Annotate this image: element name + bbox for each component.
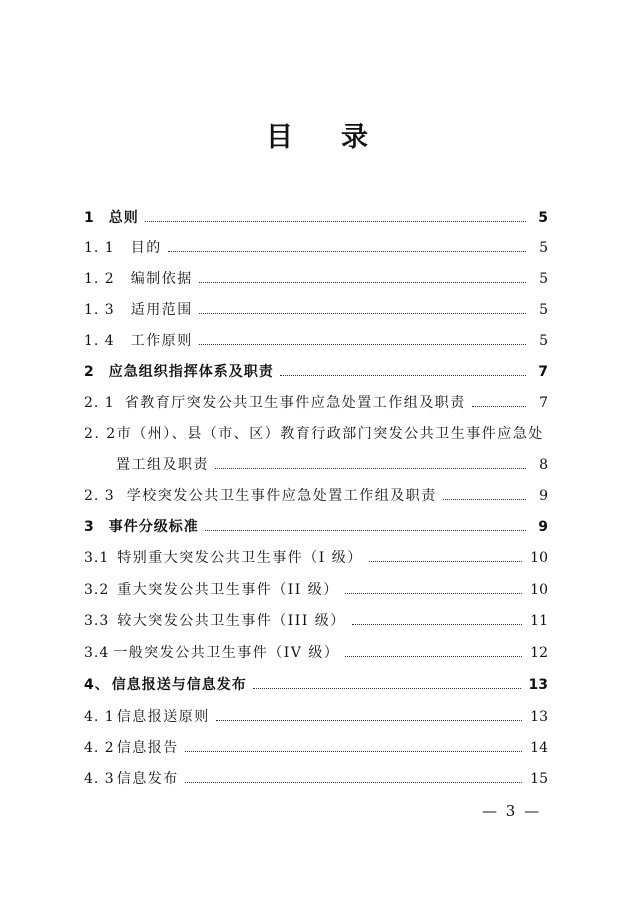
toc-page: 9 [539, 488, 548, 504]
toc-number: 2 [84, 364, 95, 380]
toc-entry[interactable] [84, 545, 548, 567]
toc-entry[interactable] [84, 483, 548, 505]
toc-page: 12 [530, 645, 548, 661]
toc-number: 1 [84, 210, 95, 226]
toc-number: 1. 1 [84, 240, 115, 256]
toc-leader [216, 720, 522, 721]
toc-label: 信息报告 [116, 740, 179, 756]
toc-page: 5 [539, 271, 548, 287]
toc-label: 信息报送与信息发布 [111, 677, 247, 693]
toc-entry[interactable] [84, 266, 548, 288]
toc-label: 总则 [108, 210, 139, 226]
toc-label-line-2: 置工组及职责 [116, 457, 209, 473]
toc-leader [145, 221, 526, 222]
toc-number: 4. 1 [84, 709, 115, 725]
toc-label: 信息报送原则 [116, 709, 210, 725]
page-title [0, 115, 636, 154]
toc-number: 4、 [84, 677, 110, 693]
toc-page: 14 [530, 740, 548, 756]
toc-number: 1. 2 [84, 271, 115, 287]
toc-entry[interactable] [84, 297, 548, 319]
toc-entry-continuation[interactable] [116, 452, 548, 474]
toc-label: 特别重大突发公共卫生事件（I 级） [117, 550, 363, 566]
toc-page: 5 [538, 210, 548, 226]
toc-page: 10 [530, 550, 548, 566]
toc-leader [185, 782, 522, 783]
toc-leader [472, 406, 526, 407]
page-number: — 3 — [482, 802, 542, 820]
toc-number: 3 [84, 519, 95, 535]
toc-leader [280, 375, 526, 376]
toc-entry[interactable] [84, 735, 548, 757]
toc-page: 9 [538, 519, 548, 535]
toc-leader [345, 656, 522, 657]
toc-leader [199, 313, 526, 314]
toc-number: 2. 3 [84, 488, 115, 504]
toc-page: 13 [530, 709, 548, 725]
toc-page: 5 [539, 302, 548, 318]
toc-number: 3.3 [84, 613, 110, 629]
toc-number: 1. 4 [84, 333, 115, 349]
toc-number: 2. 2 [84, 426, 117, 442]
toc-number: 4. 2 [84, 740, 115, 756]
toc-label: 学校突发公共卫生事件应急处置工作组及职责 [126, 488, 437, 504]
toc-entry[interactable] [84, 514, 548, 536]
toc-page: 5 [539, 333, 548, 349]
toc-page: 5 [539, 240, 548, 256]
toc-page: 11 [530, 613, 548, 629]
toc-leader [443, 499, 526, 500]
toc-label: 应急组织指挥体系及职责 [108, 364, 274, 380]
toc-label: 目的 [130, 240, 162, 256]
toc-page: 8 [539, 457, 548, 473]
toc-entry[interactable] [84, 608, 548, 630]
toc-page: 15 [530, 771, 548, 787]
toc-page: 7 [539, 395, 548, 411]
toc-label: 重大突发公共卫生事件（II 级） [117, 582, 339, 598]
toc-page: 13 [528, 677, 548, 693]
toc-entry[interactable] [84, 672, 548, 694]
toc-label: 适用范围 [130, 302, 193, 318]
toc-entry[interactable] [84, 640, 548, 662]
toc-leader [253, 688, 521, 689]
toc-leader [185, 751, 522, 752]
toc-label: 省教育厅突发公共卫生事件应急处置工作组及职责 [124, 395, 466, 411]
toc-entry[interactable] [84, 704, 548, 726]
toc-entry[interactable] [84, 359, 548, 381]
toc-entry[interactable] [84, 328, 548, 350]
toc-label-line-1: 市（州）、县（市、区）教育行政部门突发公共卫生事件应急处 [116, 426, 544, 442]
toc-number: 1. 3 [84, 302, 115, 318]
toc-entry-multiline[interactable] [84, 425, 554, 443]
toc-number: 3.4 [84, 645, 110, 661]
title-part-2: 录 [341, 122, 370, 153]
toc-leader [205, 530, 526, 531]
toc-page: 10 [530, 582, 548, 598]
toc-number: 2. 1 [84, 395, 115, 411]
toc-leader [352, 624, 522, 625]
toc-entry[interactable] [84, 766, 548, 788]
toc-leader [168, 251, 526, 252]
toc-number: 3.1 [84, 550, 110, 566]
toc-number: 4. 3 [84, 771, 115, 787]
toc-leader [345, 593, 522, 594]
toc-label: 较大突发公共卫生事件（III 级） [117, 613, 346, 629]
title-part-1: 目 [266, 122, 295, 153]
toc-entry[interactable] [84, 390, 548, 412]
toc-entry[interactable] [84, 577, 548, 599]
toc-label: 编制依据 [130, 271, 193, 287]
toc-leader [369, 561, 522, 562]
toc-label: 工作原则 [130, 333, 193, 349]
toc-label: 一般突发公共卫生事件（IV 级） [113, 645, 340, 661]
toc-leader [199, 344, 526, 345]
toc-entry[interactable] [84, 205, 548, 227]
toc-label: 信息发布 [116, 771, 179, 787]
toc-number: 3.2 [84, 582, 110, 598]
toc-entry[interactable] [84, 235, 548, 257]
toc-leader [215, 468, 526, 469]
toc-page: 7 [538, 364, 548, 380]
toc-leader [199, 282, 526, 283]
toc-label: 事件分级标准 [108, 519, 199, 535]
